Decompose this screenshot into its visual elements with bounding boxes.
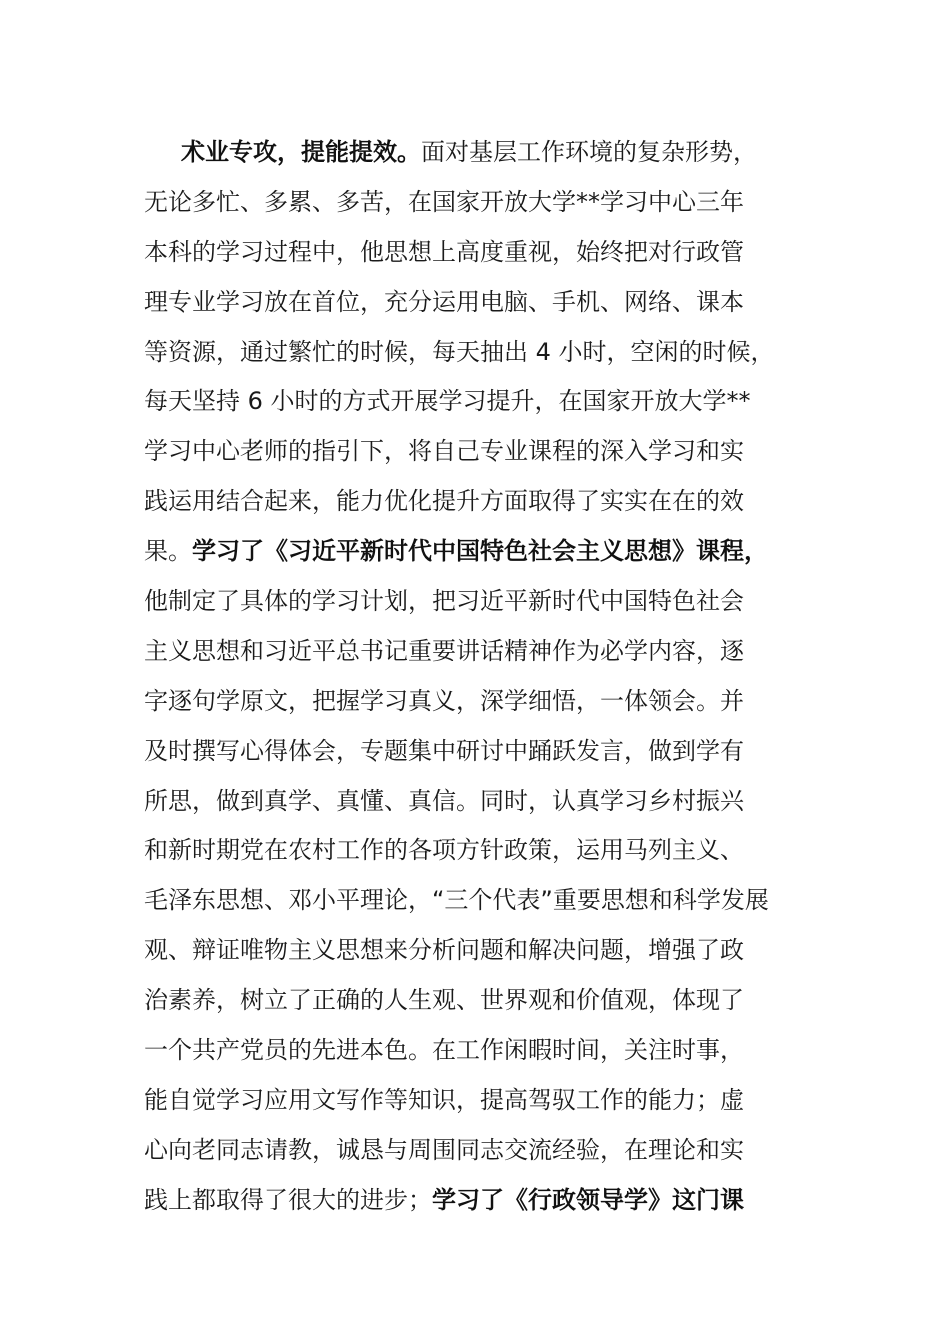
- text-run: 等资源，通过繁忙的时候，每天抽出 4 小时，空闲的时候，: [144, 337, 775, 366]
- text-run: 主义思想和习近平总书记重要讲话精神作为必学内容，逐: [144, 636, 744, 665]
- paragraph-line: [144, 128, 810, 178]
- paragraph-line: [144, 677, 810, 727]
- paragraph-line: [144, 427, 810, 477]
- paragraph-line: [144, 1076, 810, 1126]
- bold-text-run: 术业专攻，提能提效。: [181, 138, 421, 166]
- text-run: 面对基层工作环境的复杂形势，: [421, 138, 757, 166]
- bold-text-run: 学习了《行政领导学》这门课: [432, 1185, 744, 1214]
- text-run: 无论多忙、多累、多苦，在国家开放大学**学习中心三年: [144, 187, 744, 216]
- paragraph-line: [144, 328, 810, 378]
- paragraph-line: [144, 627, 810, 677]
- text-run: 毛泽东思想、邓小平理论，“三个代表”重要思想和科学发展: [144, 886, 769, 915]
- paragraph-line: [144, 477, 810, 527]
- paragraph-line: [144, 926, 810, 976]
- text-run: 所思，做到真学、真懂、真信。同时，认真学习乡村振兴: [144, 786, 744, 815]
- text-run: 及时撰写心得体会，专题集中研讨中踊跃发言，做到学有: [144, 736, 744, 765]
- paragraph-line: [144, 577, 810, 627]
- text-run: 他制定了具体的学习计划，把习近平新时代中国特色社会: [144, 587, 744, 616]
- text-run: 每天坚持 6 小时的方式开展学习提升，在国家开放大学**: [144, 387, 751, 416]
- paragraph-line: [144, 826, 810, 876]
- text-run: 和新时期党在农村工作的各项方针政策，运用马列主义、: [144, 836, 744, 865]
- text-run: 心向老同志请教，诚恳与周围同志交流经验，在理论和实: [144, 1135, 744, 1164]
- bold-text-run: 学习了《习近平新时代中国特色社会主义思想》课程，: [192, 537, 768, 566]
- text-run: 能自觉学习应用文写作等知识，提高驾驭工作的能力；虚: [144, 1085, 744, 1114]
- paragraph-line: [144, 777, 810, 827]
- paragraph-line: [144, 377, 810, 427]
- text-run: 学习中心老师的指引下，将自己专业课程的深入学习和实: [144, 437, 744, 466]
- paragraph-line: [144, 976, 810, 1026]
- document-body: [144, 128, 810, 1226]
- paragraph-line: [144, 1176, 810, 1226]
- paragraph-line: [144, 1026, 810, 1076]
- text-run: 观、辩证唯物主义思想来分析问题和解决问题，增强了政: [144, 936, 744, 965]
- text-run: 践上都取得了很大的进步；: [144, 1185, 432, 1214]
- text-run: 本科的学习过程中，他思想上高度重视，始终把对行政管: [144, 237, 744, 266]
- text-run: 字逐句学原文，把握学习真义，深学细悟，一体领会。并: [144, 686, 744, 715]
- text-run: 治素养，树立了正确的人生观、世界观和价值观，体现了: [144, 986, 744, 1015]
- paragraph-line: [144, 178, 810, 228]
- paragraph-line: [144, 876, 810, 926]
- paragraph-line: [144, 278, 810, 328]
- paragraph-line: [144, 727, 810, 777]
- text-run: 一个共产党员的先进本色。在工作闲暇时间，关注时事，: [144, 1036, 744, 1065]
- text-run: 果。: [144, 537, 192, 566]
- text-run: 理专业学习放在首位，充分运用电脑、手机、网络、课本: [144, 287, 744, 316]
- paragraph-line: [144, 527, 810, 577]
- text-run: 践运用结合起来，能力优化提升方面取得了实实在在的效: [144, 487, 744, 516]
- paragraph-line: [144, 1126, 810, 1176]
- paragraph-line: [144, 228, 810, 278]
